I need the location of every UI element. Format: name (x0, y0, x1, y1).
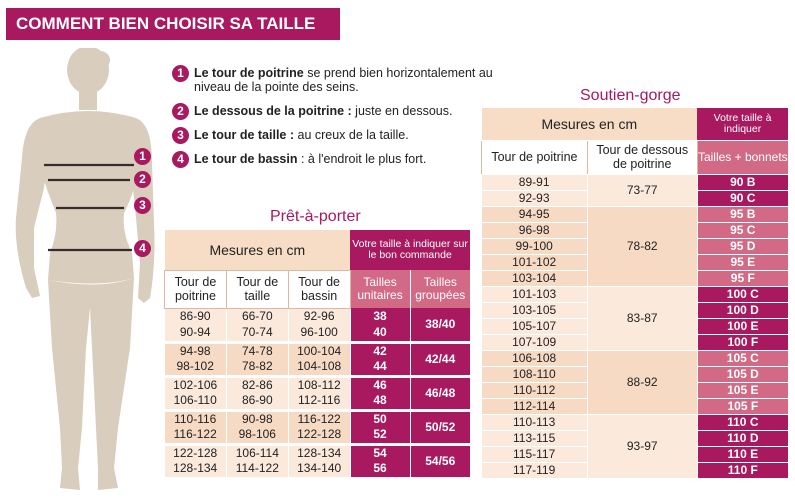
instruction-3 (172, 128, 502, 142)
instruction-4 (172, 152, 502, 166)
table-row (165, 444, 471, 461)
soutien-header-mesures: Mesures en cm (482, 108, 698, 140)
cell-dessous: 93-97 (587, 414, 697, 478)
cell-poitrine: 113-115 (482, 430, 588, 446)
soutien-gorge-title: Soutien-gorge (580, 87, 681, 104)
instruction-number: 3 (172, 127, 189, 144)
table-row (482, 414, 789, 430)
cell-taille-unitaire: 56 (350, 461, 410, 478)
cell-taille: 114-122 (226, 461, 288, 478)
cell-dessous: 78-82 (587, 206, 697, 286)
cell-dessous: 73-77 (587, 174, 697, 206)
instruction-text: : à l'endroit le plus fort. (297, 152, 427, 166)
cell-taille-unitaire: 46 (350, 376, 410, 393)
cell-poitrine: 94-95 (482, 206, 588, 222)
cell-taille-bonnet: 110 D (697, 430, 788, 446)
soutien-header-votre: Votre taille à indiquer (697, 108, 788, 140)
table-row (482, 206, 789, 222)
cell-poitrine: 110-113 (482, 414, 588, 430)
pret-col-poitrine: Tour de poitrine (165, 270, 227, 308)
cell-poitrine: 106-108 (482, 350, 588, 366)
cell-taille-unitaire: 50 (350, 410, 410, 427)
cell-taille: 66-70 (226, 308, 288, 325)
cell-poitrine: 122-128 (165, 444, 227, 461)
cell-poitrine: 107-109 (482, 334, 588, 350)
table-row (482, 174, 789, 190)
cell-taille-bonnet: 100 D (697, 302, 788, 318)
cell-bassin: 128-134 (288, 444, 350, 461)
cell-taille-bonnet: 105 F (697, 398, 788, 414)
cell-poitrine: 99-100 (482, 238, 588, 254)
table-row (165, 342, 471, 359)
body-figure (0, 48, 165, 498)
cell-taille-unitaire: 48 (350, 393, 410, 410)
soutien-col-poitrine: Tour de poitrine (482, 140, 588, 174)
pret-a-porter-title: Prêt-à-porter (270, 208, 361, 225)
cell-taille-unitaire: 38 (350, 308, 410, 325)
cell-taille-unitaire: 54 (350, 444, 410, 461)
cell-taille: 70-74 (226, 325, 288, 342)
pret-col-unitaires: Tailles unitaires (350, 270, 410, 308)
cell-taille-groupee: 54/56 (410, 444, 470, 478)
cell-taille-bonnet: 95 C (697, 222, 788, 238)
table-row (165, 410, 471, 427)
figure-number-1: 1 (134, 148, 151, 165)
cell-taille-groupee: 38/40 (410, 308, 470, 342)
cell-bassin: 134-140 (288, 461, 350, 478)
cell-taille-bonnet: 100 E (697, 318, 788, 334)
cell-poitrine: 106-110 (165, 393, 227, 410)
cell-taille-unitaire: 52 (350, 427, 410, 444)
cell-taille-bonnet: 105 E (697, 382, 788, 398)
soutien-col-dessous: Tour de dessous de poitrine (587, 140, 697, 174)
cell-poitrine: 90-94 (165, 325, 227, 342)
cell-taille: 74-78 (226, 342, 288, 359)
pret-col-groupees: Tailles groupées (410, 270, 470, 308)
cell-poitrine: 102-106 (165, 376, 227, 393)
cell-poitrine: 128-134 (165, 461, 227, 478)
cell-bassin: 104-108 (288, 359, 350, 376)
cell-poitrine: 117-119 (482, 462, 588, 478)
cell-taille: 78-82 (226, 359, 288, 376)
cell-taille: 98-106 (226, 427, 288, 444)
cell-taille-bonnet: 110 C (697, 414, 788, 430)
cell-taille-bonnet: 100 C (697, 286, 788, 302)
instruction-bold: Le tour de taille : (194, 128, 295, 142)
cell-taille-groupee: 46/48 (410, 376, 470, 410)
cell-taille-bonnet: 110 F (697, 462, 788, 478)
instruction-bold: Le tour de bassin (194, 152, 298, 166)
cell-dessous: 83-87 (587, 286, 697, 350)
cell-poitrine: 116-122 (165, 427, 227, 444)
instruction-text: se prend bien horizontalement au niveau de la pointe des seins. (194, 66, 493, 94)
instruction-text: au creux de la taille. (294, 128, 409, 142)
cell-poitrine: 98-102 (165, 359, 227, 376)
instruction-2 (172, 104, 502, 118)
pret-col-taille: Tour de taille (226, 270, 288, 308)
cell-poitrine: 86-90 (165, 308, 227, 325)
instruction-1 (172, 66, 502, 94)
cell-poitrine: 112-114 (482, 398, 588, 414)
cell-poitrine: 110-116 (165, 410, 227, 427)
page-title: COMMENT BIEN CHOISIR SA TAILLE (6, 8, 340, 40)
cell-bassin: 112-116 (288, 393, 350, 410)
figure-number-2: 2 (134, 171, 151, 188)
cell-bassin: 92-96 (288, 308, 350, 325)
instruction-number: 4 (172, 151, 189, 168)
cell-taille-bonnet: 90 C (697, 190, 788, 206)
soutien-gorge-table (481, 108, 788, 479)
cell-poitrine: 92-93 (482, 190, 588, 206)
cell-taille: 90-98 (226, 410, 288, 427)
cell-poitrine: 101-102 (482, 254, 588, 270)
pret-a-porter-table (164, 230, 470, 480)
cell-poitrine: 101-103 (482, 286, 588, 302)
table-row (165, 376, 471, 393)
cell-taille-bonnet: 105 C (697, 350, 788, 366)
cell-poitrine: 110-112 (482, 382, 588, 398)
cell-poitrine: 108-110 (482, 366, 588, 382)
cell-bassin: 108-112 (288, 376, 350, 393)
cell-taille-unitaire: 40 (350, 325, 410, 342)
instruction-bold: Le tour de poitrine (194, 66, 304, 80)
cell-taille-bonnet: 110 E (697, 446, 788, 462)
cell-taille-unitaire: 42 (350, 342, 410, 359)
instruction-bold: Le dessous de la poitrine : (194, 104, 352, 118)
cell-poitrine: 96-98 (482, 222, 588, 238)
cell-bassin: 122-128 (288, 427, 350, 444)
cell-bassin: 116-122 (288, 410, 350, 427)
cell-taille: 106-114 (226, 444, 288, 461)
soutien-col-tailles: Tailles + bonnets (697, 140, 788, 174)
pret-header-mesures: Mesures en cm (165, 230, 351, 270)
cell-taille: 82-86 (226, 376, 288, 393)
cell-bassin: 100-104 (288, 342, 350, 359)
cell-taille: 86-90 (226, 393, 288, 410)
pret-header-votre: Votre taille à indiquer sur le bon commande (350, 230, 470, 270)
figure-number-4: 4 (134, 240, 151, 257)
cell-bassin: 96-100 (288, 325, 350, 342)
cell-taille-bonnet: 95 F (697, 270, 788, 286)
cell-poitrine: 89-91 (482, 174, 588, 190)
cell-poitrine: 103-105 (482, 302, 588, 318)
cell-poitrine: 94-98 (165, 342, 227, 359)
pret-col-bassin: Tour de bassin (288, 270, 350, 308)
table-row (482, 350, 789, 366)
cell-poitrine: 115-117 (482, 446, 588, 462)
cell-taille-bonnet: 90 B (697, 174, 788, 190)
cell-dessous: 88-92 (587, 350, 697, 414)
cell-poitrine: 105-107 (482, 318, 588, 334)
cell-taille-bonnet: 100 F (697, 334, 788, 350)
table-row (165, 308, 471, 325)
cell-taille-groupee: 50/52 (410, 410, 470, 444)
cell-taille-bonnet: 95 E (697, 254, 788, 270)
cell-taille-bonnet: 95 B (697, 206, 788, 222)
cell-taille-bonnet: 95 D (697, 238, 788, 254)
cell-poitrine: 103-104 (482, 270, 588, 286)
instruction-number: 1 (172, 65, 189, 82)
cell-taille-bonnet: 105 D (697, 366, 788, 382)
table-row (482, 286, 789, 302)
figure-number-3: 3 (134, 197, 151, 214)
instruction-text: juste en dessous. (351, 104, 453, 118)
cell-taille-groupee: 42/44 (410, 342, 470, 376)
cell-taille-unitaire: 44 (350, 359, 410, 376)
instructions (172, 66, 502, 176)
instruction-number: 2 (172, 103, 189, 120)
